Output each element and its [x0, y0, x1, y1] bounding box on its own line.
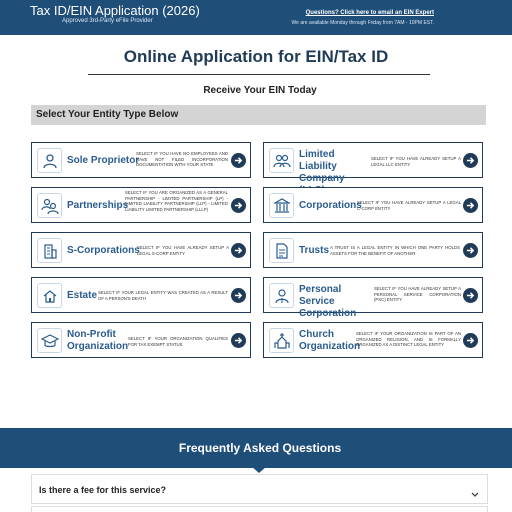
- entity-card-partnerships[interactable]: [31, 187, 251, 223]
- entity-card-church-organization[interactable]: [263, 322, 483, 358]
- entity-description: SELECT IF YOUR LEGAL ENTITY WAS CREATED AS A RESULT OF A PERSON'S DEATH: [98, 290, 228, 301]
- entity-card-llc[interactable]: [263, 142, 483, 184]
- entity-label: Corporations: [299, 200, 362, 211]
- arrow-right-icon[interactable]: [463, 333, 478, 348]
- entity-description: SELECT IF YOU ARE ORGANIZED AS A GENERAL PARTNERSHIP - LIMITED PARTNERSHIP (LP) - LIMITED LIABILITY PARTNERSHIP (LLP) - LIMITED LIABILITY LIMITED PARTNERSHIP (LLLP): [125, 190, 228, 212]
- partners-icon: [37, 193, 62, 218]
- entity-description: SELECT IF YOU HAVE ALREADY SETUP A PERSONAL SERVICE CORPORATION (PSC) ENTITY: [374, 286, 461, 302]
- entity-description: SELECT IF YOU HAVE NO EMPLOYEES AND HAVE NOT FILED INCORPORATION DOCUMENTATION WITH YOUR STATE: [136, 151, 228, 167]
- entity-label: Estate: [67, 290, 98, 301]
- entity-description: SELECT IF YOU HAVE ALREADY SETUP A LEGAL C-CORP ENTITY: [357, 200, 461, 211]
- entity-description: SELECT IF YOUR ORGANIZATION IS PART OF AN ORGANIZED RELIGION, AND IS FORMALLY ORGANIZED AS A DISTINCT LEGAL ENTITY: [356, 331, 461, 347]
- faq-item[interactable]: [31, 474, 488, 504]
- title-divider: [88, 74, 430, 75]
- service-person-icon: [269, 283, 294, 308]
- arrow-right-icon[interactable]: [463, 153, 478, 168]
- arrow-right-icon[interactable]: [463, 243, 478, 258]
- faq-item-next[interactable]: [31, 506, 488, 512]
- entity-label: Sole Proprietor: [67, 155, 140, 166]
- entity-card-non-profit[interactable]: [31, 322, 251, 358]
- business-hours: We are available Monday through Friday from 7AM - 10PM EST.: [291, 20, 434, 26]
- graduation-cap-icon: [37, 328, 62, 353]
- top-header: [0, 0, 512, 35]
- entity-card-sole-proprietor[interactable]: [31, 142, 251, 178]
- entity-label: Partnerships: [67, 200, 129, 211]
- chevron-down-icon[interactable]: [471, 485, 479, 503]
- site-title[interactable]: Tax ID/EIN Application (2026): [30, 3, 200, 18]
- site-subtitle: Approved 3rd-Party eFile Provider: [62, 18, 153, 24]
- office-building-icon: [37, 238, 62, 263]
- entity-section-label: Select Your Entity Type Below: [36, 109, 179, 120]
- entity-description: SELECT IF YOUR ORGANIZATION QUALIFIES FOR TAX EXEMPT STATUS: [128, 336, 228, 347]
- arrow-right-icon[interactable]: [231, 243, 246, 258]
- arrow-right-icon[interactable]: [231, 153, 246, 168]
- entity-description: SELECT IF YOU HAVE ALREADY SETUP A LEGAL S-CORP ENTITY: [137, 245, 229, 256]
- entity-card-estate[interactable]: [31, 277, 251, 313]
- arrow-right-icon[interactable]: [463, 198, 478, 213]
- faq-notch: [251, 466, 267, 473]
- arrow-right-icon[interactable]: [463, 288, 478, 303]
- page-subtitle: Receive Your EIN Today: [203, 85, 317, 96]
- entity-label: Trusts: [299, 245, 330, 256]
- page-title: Online Application for EIN/Tax ID: [123, 47, 389, 66]
- document-icon: [269, 238, 294, 263]
- entity-card-corporations[interactable]: [263, 187, 483, 223]
- email-expert-link[interactable]: Questions? Click here to email an EIN Expert: [305, 10, 434, 16]
- entity-label: Non-Profit Organization: [67, 329, 129, 352]
- arrow-right-icon[interactable]: [231, 288, 246, 303]
- church-icon: [269, 328, 294, 353]
- person-icon: [37, 148, 62, 173]
- entity-label: Church Organization: [299, 329, 361, 352]
- entity-section-header: [31, 105, 486, 125]
- entity-description: A TRUST IS A LEGAL ENTITY IN WHICH ONE PARTY HOLDS ASSETS FOR THE BENEFIT OF ANOTHER: [330, 245, 460, 256]
- faq-question: Is there a fee for this service?: [39, 485, 167, 495]
- building-columns-icon: [269, 193, 294, 218]
- faq-title: Frequently Asked Questions: [178, 441, 342, 455]
- entity-card-trusts[interactable]: [263, 232, 483, 268]
- entity-label: Limited Liability Company: [299, 149, 345, 184]
- arrow-right-icon[interactable]: [231, 333, 246, 348]
- entity-label: S-Corporations: [67, 245, 140, 256]
- entity-label: Personal Service Corporation: [299, 284, 357, 319]
- people-icon: [269, 148, 294, 173]
- entity-card-personal-service-corporation[interactable]: [263, 277, 483, 319]
- entity-description: SELECT IF YOU HAVE ALREADY SETUP A LEGAL LLC ENTITY: [371, 156, 461, 167]
- arrow-right-icon[interactable]: [231, 198, 246, 213]
- entity-card-s-corporations[interactable]: [31, 232, 251, 268]
- estate-icon: [37, 283, 62, 308]
